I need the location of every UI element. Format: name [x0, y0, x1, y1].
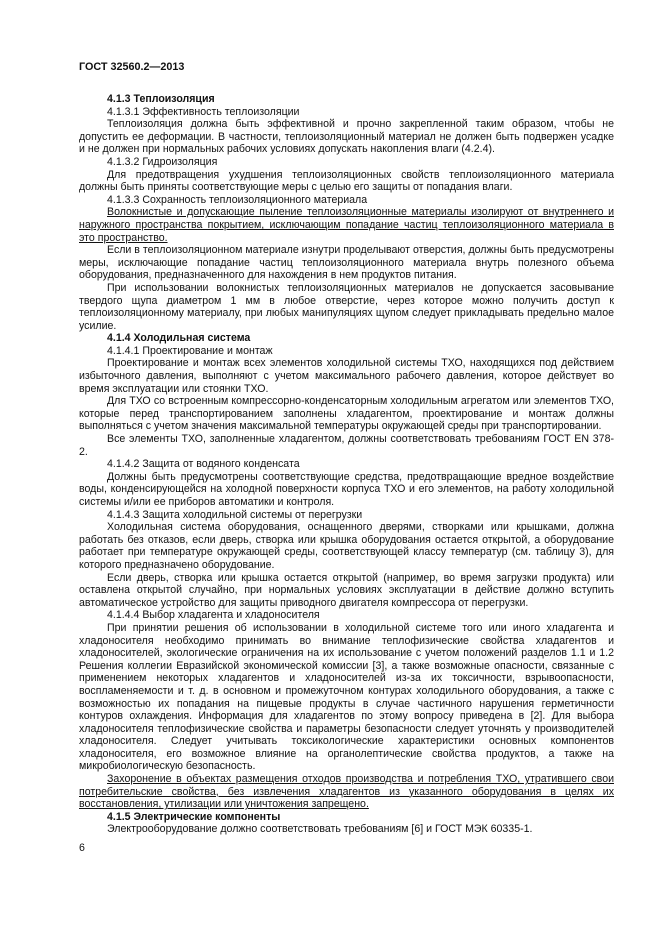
- subsection-heading: 4.1.4.2 Защита от водяного конденсата: [107, 458, 300, 471]
- paragraph: Захоронение в объектах размещения отходов производства и потребления ТХО, утратившего свои потребительские свойства, без извлечения хладагентов из указанного оборудования в целях их восстановления, утилизации или уничтожения запрещено.: [79, 773, 614, 811]
- section-heading: 4.1.5 Электрические компоненты: [107, 810, 281, 823]
- paragraph: При принятии решения об использовании в холодильной системе того или иного хладагента и хладоносителя необходимо принимать во внимание теплофизические свойства хладагентов и хладоносителей, экологические ограничения на их использование с учетом положений разделов 1.1 и 1.2 Решения коллегии Евразийской экономической комиссии [3], а также возможные опасности, связанные с применением некоторых хладагентов и хладоносителей из-за их токсичности, взрывоопасности, воспламеняемости и т. д. в основном и промежуточном контурах холодильного оборудования, а также с возможностью их попадания на пищевые продукты в случае частичного нарушения герметичности контуров охлаждения. Информация для хладагентов по этому вопросу приведена в [2]. Для выбора хладоносителя теплофизические свойства и параметры безопасности следует уточнять у производителей хладоносителя. Следует учитывать токсикологические характеристики основных компонентов хладоносителя, его возможное влияние на органолептические свойства продуктов, а также на микробиологическую безопасность.: [79, 621, 614, 773]
- subsection-heading: 4.1.3.2 Гидроизоляция: [107, 155, 218, 168]
- subsection-heading: 4.1.3.3 Сохранность теплоизоляционного материала: [107, 193, 368, 206]
- paragraph: При использовании волокнистых теплоизоляционных материалов не допускается засовывание твердого щупа диаметром 1 мм в любое отверстие, через которое можно получить доступ к теплоизоляционному материалу, при любых манипуляциях щупом следует прикладывать предельно малое усилие.: [79, 281, 614, 332]
- subsection-heading: 4.1.3.1 Эффективность теплоизоляции: [107, 105, 300, 118]
- subsection-heading: 4.1.4.4 Выбор хладагента и хладоносителя: [107, 609, 320, 622]
- paragraph: Электрооборудование должно соответствовать требованиям [6] и ГОСТ МЭК 60335-1.: [107, 823, 533, 836]
- paragraph: Холодильная система оборудования, оснащенного дверями, створками или крышками, должна работать без отказов, если дверь, створка или крышка оборудования остается открытой, а оборудование работает при температуре окружающей среды, соответствующей классу температур (см. таблицу 3), для которого предназначено оборудование.: [79, 521, 614, 571]
- paragraph: Все элементы ТХО, заполненные хладагентом, должны соответствовать требованиям ГОСТ EN 378-2.: [79, 433, 614, 458]
- subsection-heading: 4.1.4.3 Защита холодильной системы от перегрузки: [107, 508, 363, 521]
- section-heading: 4.1.4 Холодильная система: [107, 332, 251, 345]
- page-number: 6: [79, 842, 85, 854]
- paragraph: Для предотвращения ухудшения теплоизоляционных свойств теплоизоляционного материала должны быть приняты соответствующие меры с целью его защиты от попадания влаги.: [79, 168, 614, 194]
- paragraph: Если дверь, створка или крышка остается открытой (например, во время загрузки продукта) или оставлена открытой случайно, при нормальных условиях эксплуатации в действие должно вступить автоматическое устройство для защиты приводного двигателя компрессора от перегрузки.: [79, 571, 614, 609]
- paragraph: Должны быть предусмотрены соответствующие средства, предотвращающие вредное воздействие воды, конденсирующейся на холодной поверхности корпуса ТХО и его элементов, на работу холодильной системы и/или ее приборов автоматики и контроля.: [79, 470, 614, 508]
- paragraph: Для ТХО со встроенным компрессорно-конденсаторным холодильным агрегатом или элементов ТХО, которые перед транспортированием заполнены хладагентом, проектирование и монтаж должны выполняться с учетом значения максимальной температуры окружающей среды при транспортировании.: [79, 395, 614, 433]
- section-heading: 4.1.3 Теплоизоляция: [107, 93, 215, 105]
- paragraph: Теплоизоляция должна быть эффективной и прочно закрепленной таким образом, чтобы не допустить ее деформации. В частности, теплоизоляционный материал не должен быть подвержен усадке и не должен при нормальных рабочих условиях допускать накопления влаги (4.2.4).: [79, 118, 614, 156]
- paragraph: Проектирование и монтаж всех элементов холодильной системы ТХО, находящихся под действием избыточного давления, выполняют с учетом максимального рабочего давления, которое действует во время эксплуатации или стоянки ТХО.: [79, 357, 614, 395]
- document-header: ГОСТ 32560.2—2013: [79, 61, 185, 73]
- paragraph: Волокнистые и допускающие пыление теплоизоляционные материалы изолируют от внутреннего и наружного пространства покрытием, исключающим попадание частиц теплоизоляционного материала в это пространство.: [79, 206, 614, 244]
- subsection-heading: 4.1.4.1 Проектирование и монтаж: [107, 344, 273, 357]
- document-body: [79, 93, 614, 836]
- paragraph: Если в теплоизоляционном материале изнутри проделывают отверстия, должны быть предусмотрены меры, исключающие попадание частиц теплоизоляционного материала внутрь полезного объема оборудования, предназначенного для нахождения в нем продуктов питания.: [79, 244, 614, 282]
